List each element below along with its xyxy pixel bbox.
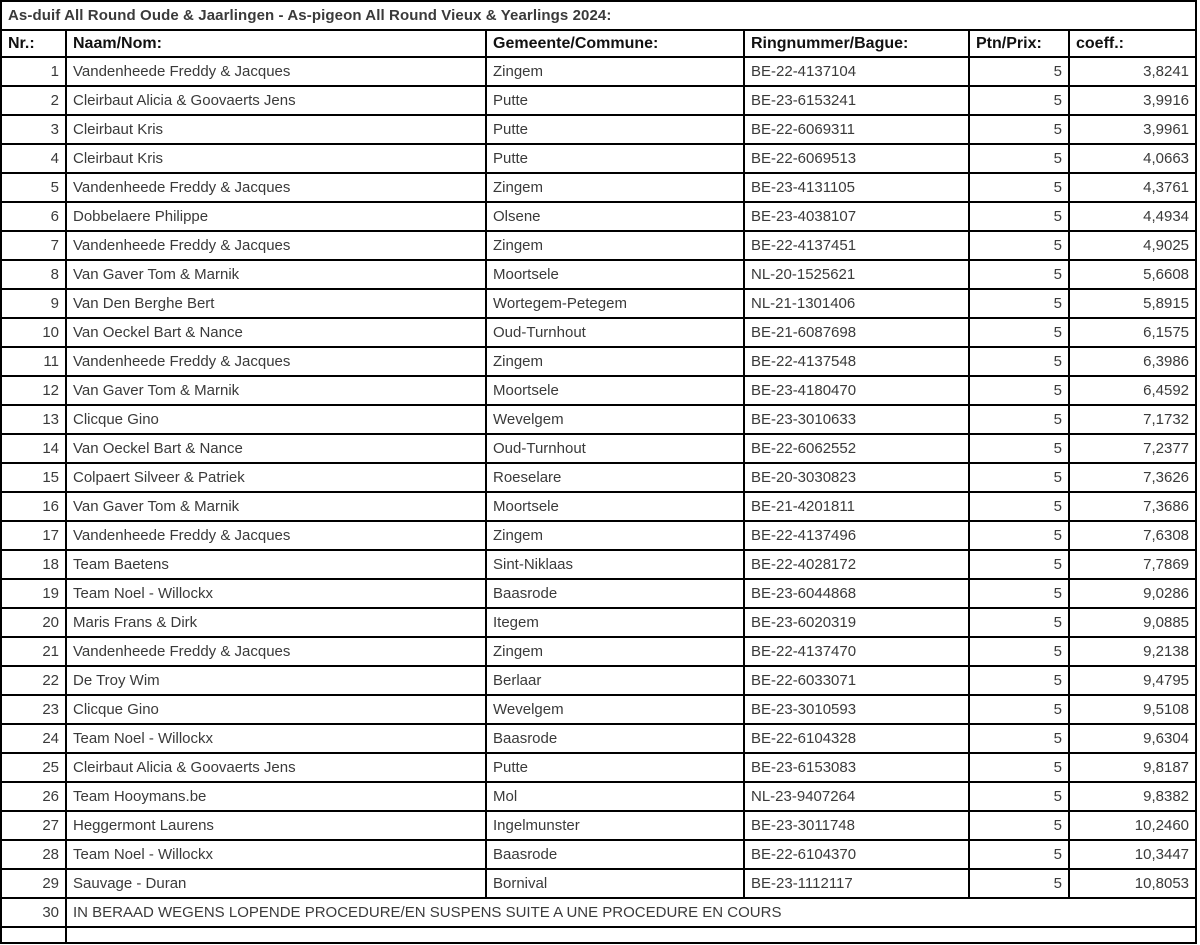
cell-nr: 13: [1, 405, 66, 434]
header-row: [1, 30, 1196, 57]
cell-points: 5: [969, 521, 1069, 550]
cell-ring: BE-22-4137470: [744, 637, 969, 666]
table-row: [1, 724, 1196, 753]
cell-name: Vandenheede Freddy & Jacques: [66, 57, 486, 86]
cell-points: 5: [969, 579, 1069, 608]
cell-coeff: 4,3761: [1069, 173, 1196, 202]
cell-name: Vandenheede Freddy & Jacques: [66, 521, 486, 550]
cell-coeff: 5,8915: [1069, 289, 1196, 318]
cell-coeff: 3,9916: [1069, 86, 1196, 115]
cell-name: Team Noel - Willockx: [66, 579, 486, 608]
cell-commune: Moortsele: [486, 260, 744, 289]
cell-points: 5: [969, 782, 1069, 811]
cell-nr: 14: [1, 434, 66, 463]
table-row: [1, 521, 1196, 550]
cell-nr: 29: [1, 869, 66, 898]
cell-ring: BE-23-1112117: [744, 869, 969, 898]
cell-name: Colpaert Silveer & Patriek: [66, 463, 486, 492]
cell-name: Cleirbaut Alicia & Goovaerts Jens: [66, 753, 486, 782]
table-row: [1, 869, 1196, 898]
cell-nr: 26: [1, 782, 66, 811]
cell-nr: 16: [1, 492, 66, 521]
table-row: [1, 608, 1196, 637]
cell-ring: BE-23-6044868: [744, 579, 969, 608]
cell-name: Van Den Berghe Bert: [66, 289, 486, 318]
cell-nr: 23: [1, 695, 66, 724]
cell-points: 5: [969, 695, 1069, 724]
cell-commune: Putte: [486, 144, 744, 173]
cell-commune: Olsene: [486, 202, 744, 231]
cell-points: 5: [969, 550, 1069, 579]
cell-ring: BE-22-4028172: [744, 550, 969, 579]
cell-ring: BE-23-3011748: [744, 811, 969, 840]
cell-points: 5: [969, 492, 1069, 521]
table-row: [1, 695, 1196, 724]
cell-ring: BE-23-4180470: [744, 376, 969, 405]
cell-coeff: 10,2460: [1069, 811, 1196, 840]
cell-points: 5: [969, 376, 1069, 405]
cell-coeff: 6,4592: [1069, 376, 1196, 405]
table-row: [1, 289, 1196, 318]
cell-points: 5: [969, 347, 1069, 376]
cell-commune: Zingem: [486, 57, 744, 86]
table-row: [1, 144, 1196, 173]
table-row: [1, 202, 1196, 231]
cell-commune: Mol: [486, 782, 744, 811]
cell-coeff: 6,1575: [1069, 318, 1196, 347]
cell-coeff: 6,3986: [1069, 347, 1196, 376]
table-row: [1, 463, 1196, 492]
cell-nr: 28: [1, 840, 66, 869]
table-row: [1, 115, 1196, 144]
cell-commune: Zingem: [486, 521, 744, 550]
cell-coeff: 9,4795: [1069, 666, 1196, 695]
cell-coeff: 9,6304: [1069, 724, 1196, 753]
table-row: [1, 782, 1196, 811]
table-row: [1, 173, 1196, 202]
cell-points: 5: [969, 434, 1069, 463]
cell-commune: Oud-Turnhout: [486, 434, 744, 463]
cell-points: 5: [969, 724, 1069, 753]
cell-points: 5: [969, 57, 1069, 86]
cell-commune: Putte: [486, 115, 744, 144]
cell-nr: 4: [1, 144, 66, 173]
column-header-points: Ptn/Prix:: [969, 30, 1069, 57]
cell-nr: 1: [1, 57, 66, 86]
cell-ring: BE-23-3010593: [744, 695, 969, 724]
cell-name: Dobbelaere Philippe: [66, 202, 486, 231]
column-header-nr: Nr.:: [1, 30, 66, 57]
cell-nr: 9: [1, 289, 66, 318]
cell-coeff: 7,6308: [1069, 521, 1196, 550]
cell-nr: 11: [1, 347, 66, 376]
cell-name: Van Gaver Tom & Marnik: [66, 260, 486, 289]
cell-name: Clicque Gino: [66, 695, 486, 724]
cell-nr: 21: [1, 637, 66, 666]
cell-nr: 10: [1, 318, 66, 347]
cell-ring: BE-23-4131105: [744, 173, 969, 202]
cell-nr: [1, 927, 66, 943]
cell-ring: BE-23-6153083: [744, 753, 969, 782]
column-header-ring: Ringnummer/Bague:: [744, 30, 969, 57]
cell-ring: BE-22-4137104: [744, 57, 969, 86]
cell-commune: Ingelmunster: [486, 811, 744, 840]
cell-ring: NL-21-1301406: [744, 289, 969, 318]
cell-nr: 30: [1, 898, 66, 927]
cell-ring: BE-22-6033071: [744, 666, 969, 695]
table-row: [1, 57, 1196, 86]
cell-name: Clicque Gino: [66, 405, 486, 434]
cell-name: Maris Frans & Dirk: [66, 608, 486, 637]
cell-points: 5: [969, 608, 1069, 637]
table-row: [1, 637, 1196, 666]
cell-name: Team Noel - Willockx: [66, 724, 486, 753]
table-row: [1, 318, 1196, 347]
cell-commune: Moortsele: [486, 376, 744, 405]
cell-points: 5: [969, 115, 1069, 144]
cell-ring: BE-20-3030823: [744, 463, 969, 492]
cell-coeff: 9,8187: [1069, 753, 1196, 782]
cell-name: Cleirbaut Kris: [66, 115, 486, 144]
table-row: [1, 376, 1196, 405]
cell-ring: BE-22-6104370: [744, 840, 969, 869]
table-row: [1, 492, 1196, 521]
table-row: [1, 405, 1196, 434]
cell-name: Cleirbaut Alicia & Goovaerts Jens: [66, 86, 486, 115]
title-row: [1, 1, 1196, 30]
cell-ring: BE-23-6020319: [744, 608, 969, 637]
cell-ring: BE-23-4038107: [744, 202, 969, 231]
cell-ring: NL-20-1525621: [744, 260, 969, 289]
cell-name: Team Baetens: [66, 550, 486, 579]
cell-name: Vandenheede Freddy & Jacques: [66, 637, 486, 666]
cell-commune: Wevelgem: [486, 405, 744, 434]
cell-nr: 12: [1, 376, 66, 405]
cell-ring: BE-23-3010633: [744, 405, 969, 434]
cell-ring: NL-23-9407264: [744, 782, 969, 811]
cell-name: Van Oeckel Bart & Nance: [66, 318, 486, 347]
cell-coeff: 7,7869: [1069, 550, 1196, 579]
cell-coeff: 9,0885: [1069, 608, 1196, 637]
cell-nr: 3: [1, 115, 66, 144]
results-table-body: [1, 57, 1196, 943]
cell-points: 5: [969, 811, 1069, 840]
cell-ring: BE-21-4201811: [744, 492, 969, 521]
table-row-partial: [1, 927, 1196, 943]
cell-name: Cleirbaut Kris: [66, 144, 486, 173]
cell-commune: Baasrode: [486, 724, 744, 753]
page-title: As-duif All Round Oude & Jaarlingen - As-pigeon All Round Vieux & Yearlings 2024:: [1, 1, 1196, 30]
cell-nr: 20: [1, 608, 66, 637]
cell-commune: Itegem: [486, 608, 744, 637]
cell-points: 5: [969, 231, 1069, 260]
cell-commune: Wortegem-Petegem: [486, 289, 744, 318]
cell-commune: Bornival: [486, 869, 744, 898]
cell-commune: Wevelgem: [486, 695, 744, 724]
table-row: [1, 434, 1196, 463]
cell-coeff: 10,3447: [1069, 840, 1196, 869]
cell-coeff: 3,8241: [1069, 57, 1196, 86]
cell-ring: BE-22-4137496: [744, 521, 969, 550]
cell-nr: 8: [1, 260, 66, 289]
cell-ring: BE-21-6087698: [744, 318, 969, 347]
cell-points: 5: [969, 869, 1069, 898]
column-header-name: Naam/Nom:: [66, 30, 486, 57]
cell-commune: Putte: [486, 753, 744, 782]
cell-ring: BE-22-6069513: [744, 144, 969, 173]
cell-ring: BE-22-4137451: [744, 231, 969, 260]
cell-commune: Zingem: [486, 637, 744, 666]
table-row: [1, 260, 1196, 289]
cell-points: 5: [969, 86, 1069, 115]
cell-points: 5: [969, 753, 1069, 782]
cell-coeff: 9,0286: [1069, 579, 1196, 608]
table-row: [1, 811, 1196, 840]
cell-points: 5: [969, 144, 1069, 173]
cell-coeff: 9,8382: [1069, 782, 1196, 811]
column-header-commune: Gemeente/Commune:: [486, 30, 744, 57]
table-row: [1, 231, 1196, 260]
table-row: [1, 666, 1196, 695]
cell-commune: Baasrode: [486, 840, 744, 869]
table-row: [1, 347, 1196, 376]
cell-name: Team Noel - Willockx: [66, 840, 486, 869]
table-row: [1, 898, 1196, 927]
cell-commune: Zingem: [486, 347, 744, 376]
cell-nr: 5: [1, 173, 66, 202]
cell-coeff: 7,3686: [1069, 492, 1196, 521]
cell-nr: 7: [1, 231, 66, 260]
cell-name: Team Hooymans.be: [66, 782, 486, 811]
cell-commune: Zingem: [486, 231, 744, 260]
cell-commune: Oud-Turnhout: [486, 318, 744, 347]
cell-commune: Roeselare: [486, 463, 744, 492]
cell-points: 5: [969, 463, 1069, 492]
cell-name: Van Gaver Tom & Marnik: [66, 376, 486, 405]
cell-nr: 18: [1, 550, 66, 579]
cell-coeff: 3,9961: [1069, 115, 1196, 144]
cell-points: 5: [969, 840, 1069, 869]
cell-coeff: 7,2377: [1069, 434, 1196, 463]
cell-commune: Zingem: [486, 173, 744, 202]
cell-points: 5: [969, 637, 1069, 666]
cell-nr: 22: [1, 666, 66, 695]
cell-name: Sauvage - Duran: [66, 869, 486, 898]
table-row: [1, 579, 1196, 608]
cell-name: Van Oeckel Bart & Nance: [66, 434, 486, 463]
cell-name: Van Gaver Tom & Marnik: [66, 492, 486, 521]
cell-coeff: 4,0663: [1069, 144, 1196, 173]
cell-commune: Moortsele: [486, 492, 744, 521]
cell-nr: 6: [1, 202, 66, 231]
cell-name: Vandenheede Freddy & Jacques: [66, 231, 486, 260]
cell-commune: Putte: [486, 86, 744, 115]
cell-coeff: 4,9025: [1069, 231, 1196, 260]
cell-points: 5: [969, 173, 1069, 202]
cell-commune: Baasrode: [486, 579, 744, 608]
cell-nr: 27: [1, 811, 66, 840]
cell-nr: 19: [1, 579, 66, 608]
cell-name: Vandenheede Freddy & Jacques: [66, 347, 486, 376]
table-row: [1, 753, 1196, 782]
cell-coeff: 7,3626: [1069, 463, 1196, 492]
cell-nr: 24: [1, 724, 66, 753]
cell-nr: 25: [1, 753, 66, 782]
cell-name: De Troy Wim: [66, 666, 486, 695]
cell-note: [66, 927, 1196, 943]
cell-name: Heggermont Laurens: [66, 811, 486, 840]
cell-coeff: 9,2138: [1069, 637, 1196, 666]
cell-coeff: 10,8053: [1069, 869, 1196, 898]
cell-ring: BE-22-6104328: [744, 724, 969, 753]
cell-commune: Sint-Niklaas: [486, 550, 744, 579]
cell-points: 5: [969, 202, 1069, 231]
cell-ring: BE-23-6153241: [744, 86, 969, 115]
cell-nr: 2: [1, 86, 66, 115]
column-header-coeff: coeff.:: [1069, 30, 1196, 57]
cell-points: 5: [969, 318, 1069, 347]
cell-ring: BE-22-4137548: [744, 347, 969, 376]
cell-commune: Berlaar: [486, 666, 744, 695]
cell-coeff: 5,6608: [1069, 260, 1196, 289]
table-row: [1, 550, 1196, 579]
cell-ring: BE-22-6069311: [744, 115, 969, 144]
cell-points: 5: [969, 405, 1069, 434]
table-row: [1, 840, 1196, 869]
cell-coeff: 7,1732: [1069, 405, 1196, 434]
cell-points: 5: [969, 666, 1069, 695]
cell-points: 5: [969, 260, 1069, 289]
cell-name: Vandenheede Freddy & Jacques: [66, 173, 486, 202]
cell-ring: BE-22-6062552: [744, 434, 969, 463]
cell-nr: 17: [1, 521, 66, 550]
cell-nr: 15: [1, 463, 66, 492]
cell-coeff: 9,5108: [1069, 695, 1196, 724]
cell-coeff: 4,4934: [1069, 202, 1196, 231]
cell-note: IN BERAAD WEGENS LOPENDE PROCEDURE/EN SUSPENS SUITE A UNE PROCEDURE EN COURS: [66, 898, 1196, 927]
table-row: [1, 86, 1196, 115]
cell-points: 5: [969, 289, 1069, 318]
